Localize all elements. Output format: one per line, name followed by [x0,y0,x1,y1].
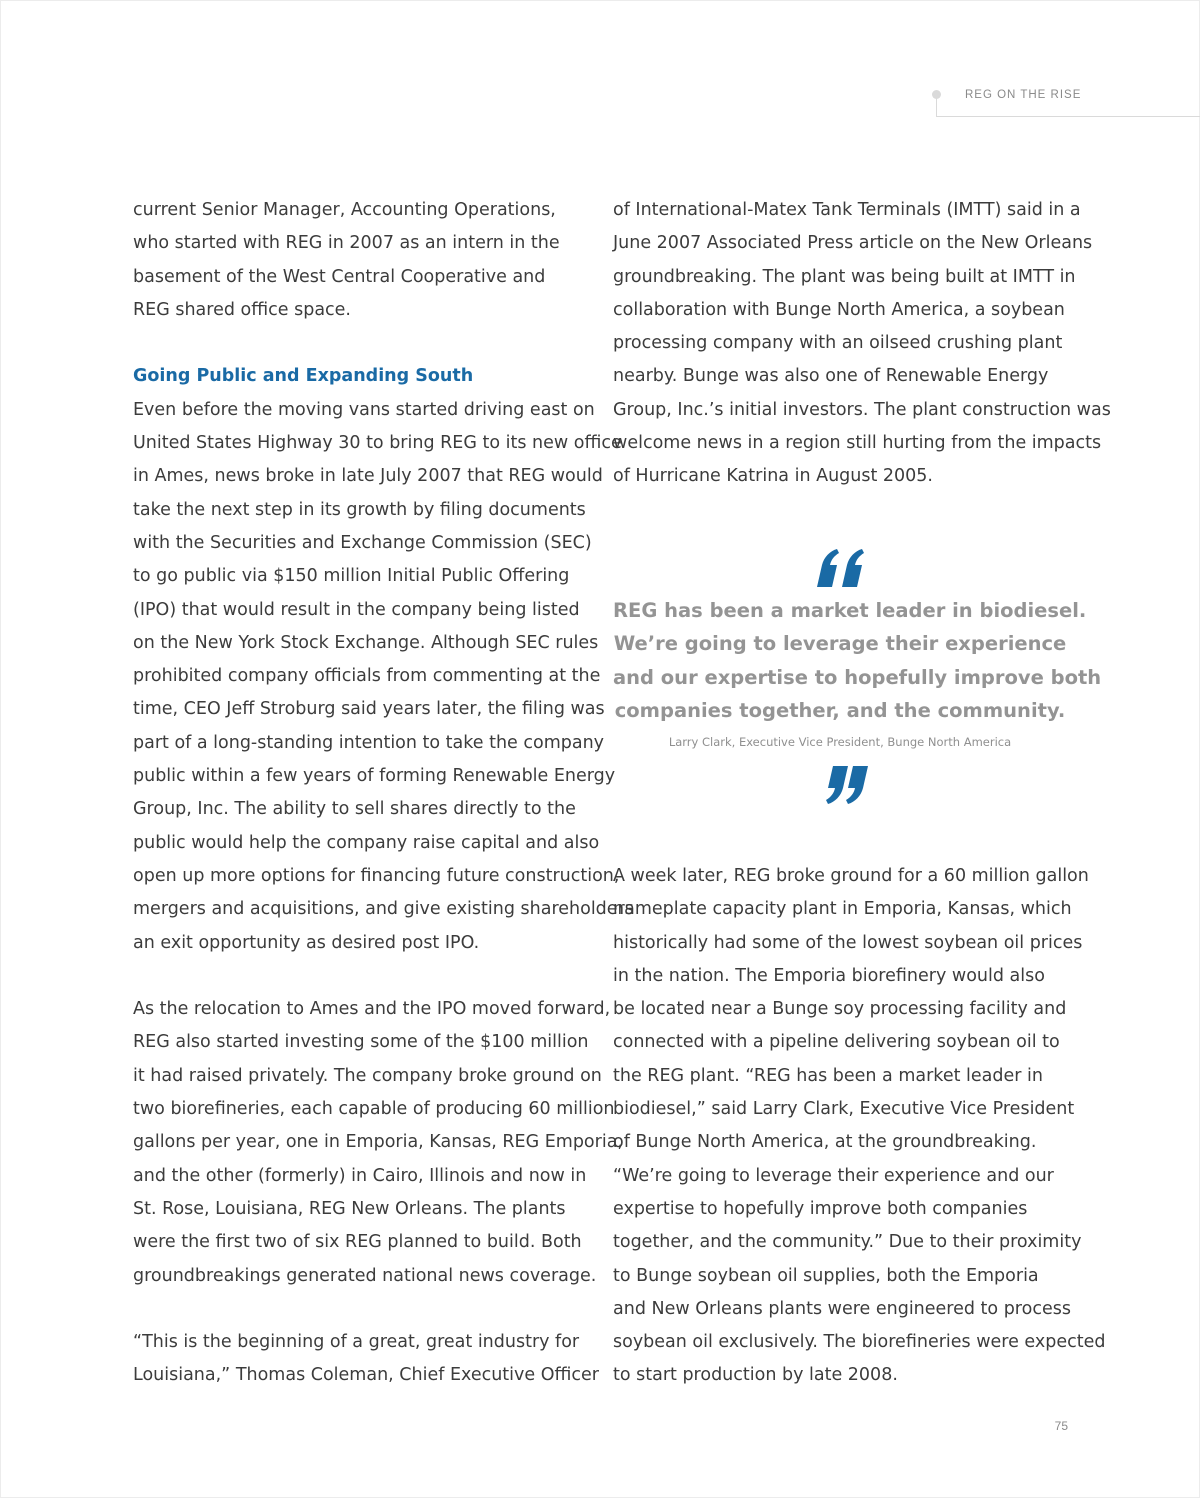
text-line: public would help the company raise capital and also [133,832,600,853]
text-line: time, CEO Jeff Stroburg said years later, the filing was [133,699,605,720]
text-line: biodiesel,” said Larry Clark, Executive Vice President [613,1099,1075,1120]
text-line: and the other (formerly) in Cairo, Illinois and now in [133,1165,587,1186]
close-quote-icon [810,763,870,807]
text-line: the REG plant. “REG has been a market leader in [613,1065,1043,1086]
pull-quote-line: and our expertise to hopefully improve both [613,665,1102,689]
paragraph [133,394,634,960]
text-line: were the first two of six REG planned to build. Both [133,1232,582,1253]
paragraph [613,860,1106,1393]
text-line: (IPO) that would result in the company being listed [133,599,580,620]
text-line: in Ames, news broke in late July 2007 that REG would [133,466,603,487]
text-line: historically had some of the lowest soybean oil prices [613,932,1083,953]
text-line: “We’re going to leverage their experience and our [613,1165,1054,1186]
text-line: Even before the moving vans started driving east on [133,399,595,420]
pull-quote-text [613,594,1102,727]
text-line: REG shared office space. [133,299,351,320]
text-line: basement of the West Central Cooperative and [133,266,546,287]
header-rule-vertical [936,94,937,117]
text-line: June 2007 Associated Press article on the New Orleans [613,233,1093,254]
text-line: together, and the community.” Due to their proximity [613,1232,1082,1253]
paragraph [133,194,603,327]
text-line: it had raised privately. The company broke ground on [133,1065,602,1086]
text-line: gallons per year, one in Emporia, Kansas, REG Emporia, [133,1132,623,1153]
left-column [133,194,634,1393]
text-line: Group, Inc.’s initial investors. The plant construction was [613,399,1111,420]
text-line: part of a long-standing intention to take the company [133,732,605,753]
right-column [613,194,1111,494]
text-line: open up more options for financing future construction, [133,865,620,886]
text-line: to Bunge soybean oil supplies, both the Emporia [613,1265,1039,1286]
text-line: connected with a pipeline delivering soybean oil to [613,1032,1060,1053]
text-line: to go public via $150 million Initial Public Offering [133,566,570,587]
paragraph [613,194,1111,494]
text-line: welcome news in a region still hurting from the impacts [613,433,1102,454]
text-line: with the Securities and Exchange Commission (SEC) [133,532,592,553]
text-line: Group, Inc. The ability to sell shares directly to the [133,799,576,820]
text-line: “This is the beginning of a great, great industry for [133,1332,580,1353]
text-line: public within a few years of forming Renewable Energy [133,766,616,787]
text-line: current Senior Manager, Accounting Operations, [133,200,556,220]
text-line: REG also started investing some of the $100 million [133,1032,589,1053]
text-line: Louisiana,” Thomas Coleman, Chief Executive Officer [133,1365,599,1386]
text-line: groundbreaking. The plant was being built at IMTT in [613,266,1076,287]
text-line: prohibited company officials from commenting at the [133,666,601,687]
text-line: St. Rose, Louisiana, REG New Orleans. The plants [133,1198,566,1219]
text-line: of Bunge North America, at the groundbreaking. [613,1132,1037,1153]
pull-quote-line: We’re going to leverage their experience [613,632,1067,656]
page-number: 75 [1054,1419,1068,1433]
text-line: collaboration with Bunge North America, a soybean [613,299,1065,320]
text-line: and New Orleans plants were engineered to process [613,1298,1071,1319]
pull-quote-line: REG has been a market leader in biodiesel. [613,599,1087,622]
text-line: soybean oil exclusively. The biorefineries were expected [613,1332,1106,1353]
section-title: REG ON THE RISE [965,89,1082,101]
header-rule-horizontal [936,116,1200,117]
paragraph [133,993,623,1293]
text-line: mergers and acquisitions, and give existing shareholders [133,899,634,920]
text-line: nameplate capacity plant in Emporia, Kansas, which [613,899,1072,920]
text-line: on the New York Stock Exchange. Although SEC rules [133,632,599,653]
text-line: in the nation. The Emporia biorefinery would also [613,965,1045,986]
pull-quote-line: companies together, and the community. [614,698,1066,722]
running-header [932,86,1200,118]
pull-quote-attribution: Larry Clark, Executive Vice President, Bunge North America [668,735,1012,750]
text-line: an exit opportunity as desired post IPO. [133,932,480,953]
text-line: nearby. Bunge was also one of Renewable Energy [613,366,1049,387]
pull-quote [613,546,1102,807]
text-line: A week later, REG broke ground for a 60 million gallon [613,866,1089,886]
text-line: United States Highway 30 to bring REG to its new office [133,433,622,454]
text-line: processing company with an oilseed crushing plant [613,333,1063,354]
text-line: to start production by late 2008. [613,1365,898,1386]
text-line: be located near a Bunge soy processing facility and [613,999,1067,1020]
text-line: take the next step in its growth by filing documents [133,499,586,520]
right-column-lower [613,860,1106,1393]
text-line: As the relocation to Ames and the IPO moved forward, [133,999,611,1020]
text-line: of International-Matex Tank Terminals (IMTT) said in a [613,200,1081,220]
text-line: who started with REG in 2007 as an intern in the [133,233,560,254]
open-quote-icon [810,546,870,590]
paragraph [133,1326,603,1393]
text-line: groundbreakings generated national news coverage. [133,1265,597,1286]
text-line: of Hurricane Katrina in August 2005. [613,466,933,487]
text-line: two biorefineries, each capable of producing 60 million [133,1099,615,1120]
text-line: expertise to hopefully improve both companies [613,1198,1028,1219]
section-heading: Going Public and Expanding South [133,366,474,387]
